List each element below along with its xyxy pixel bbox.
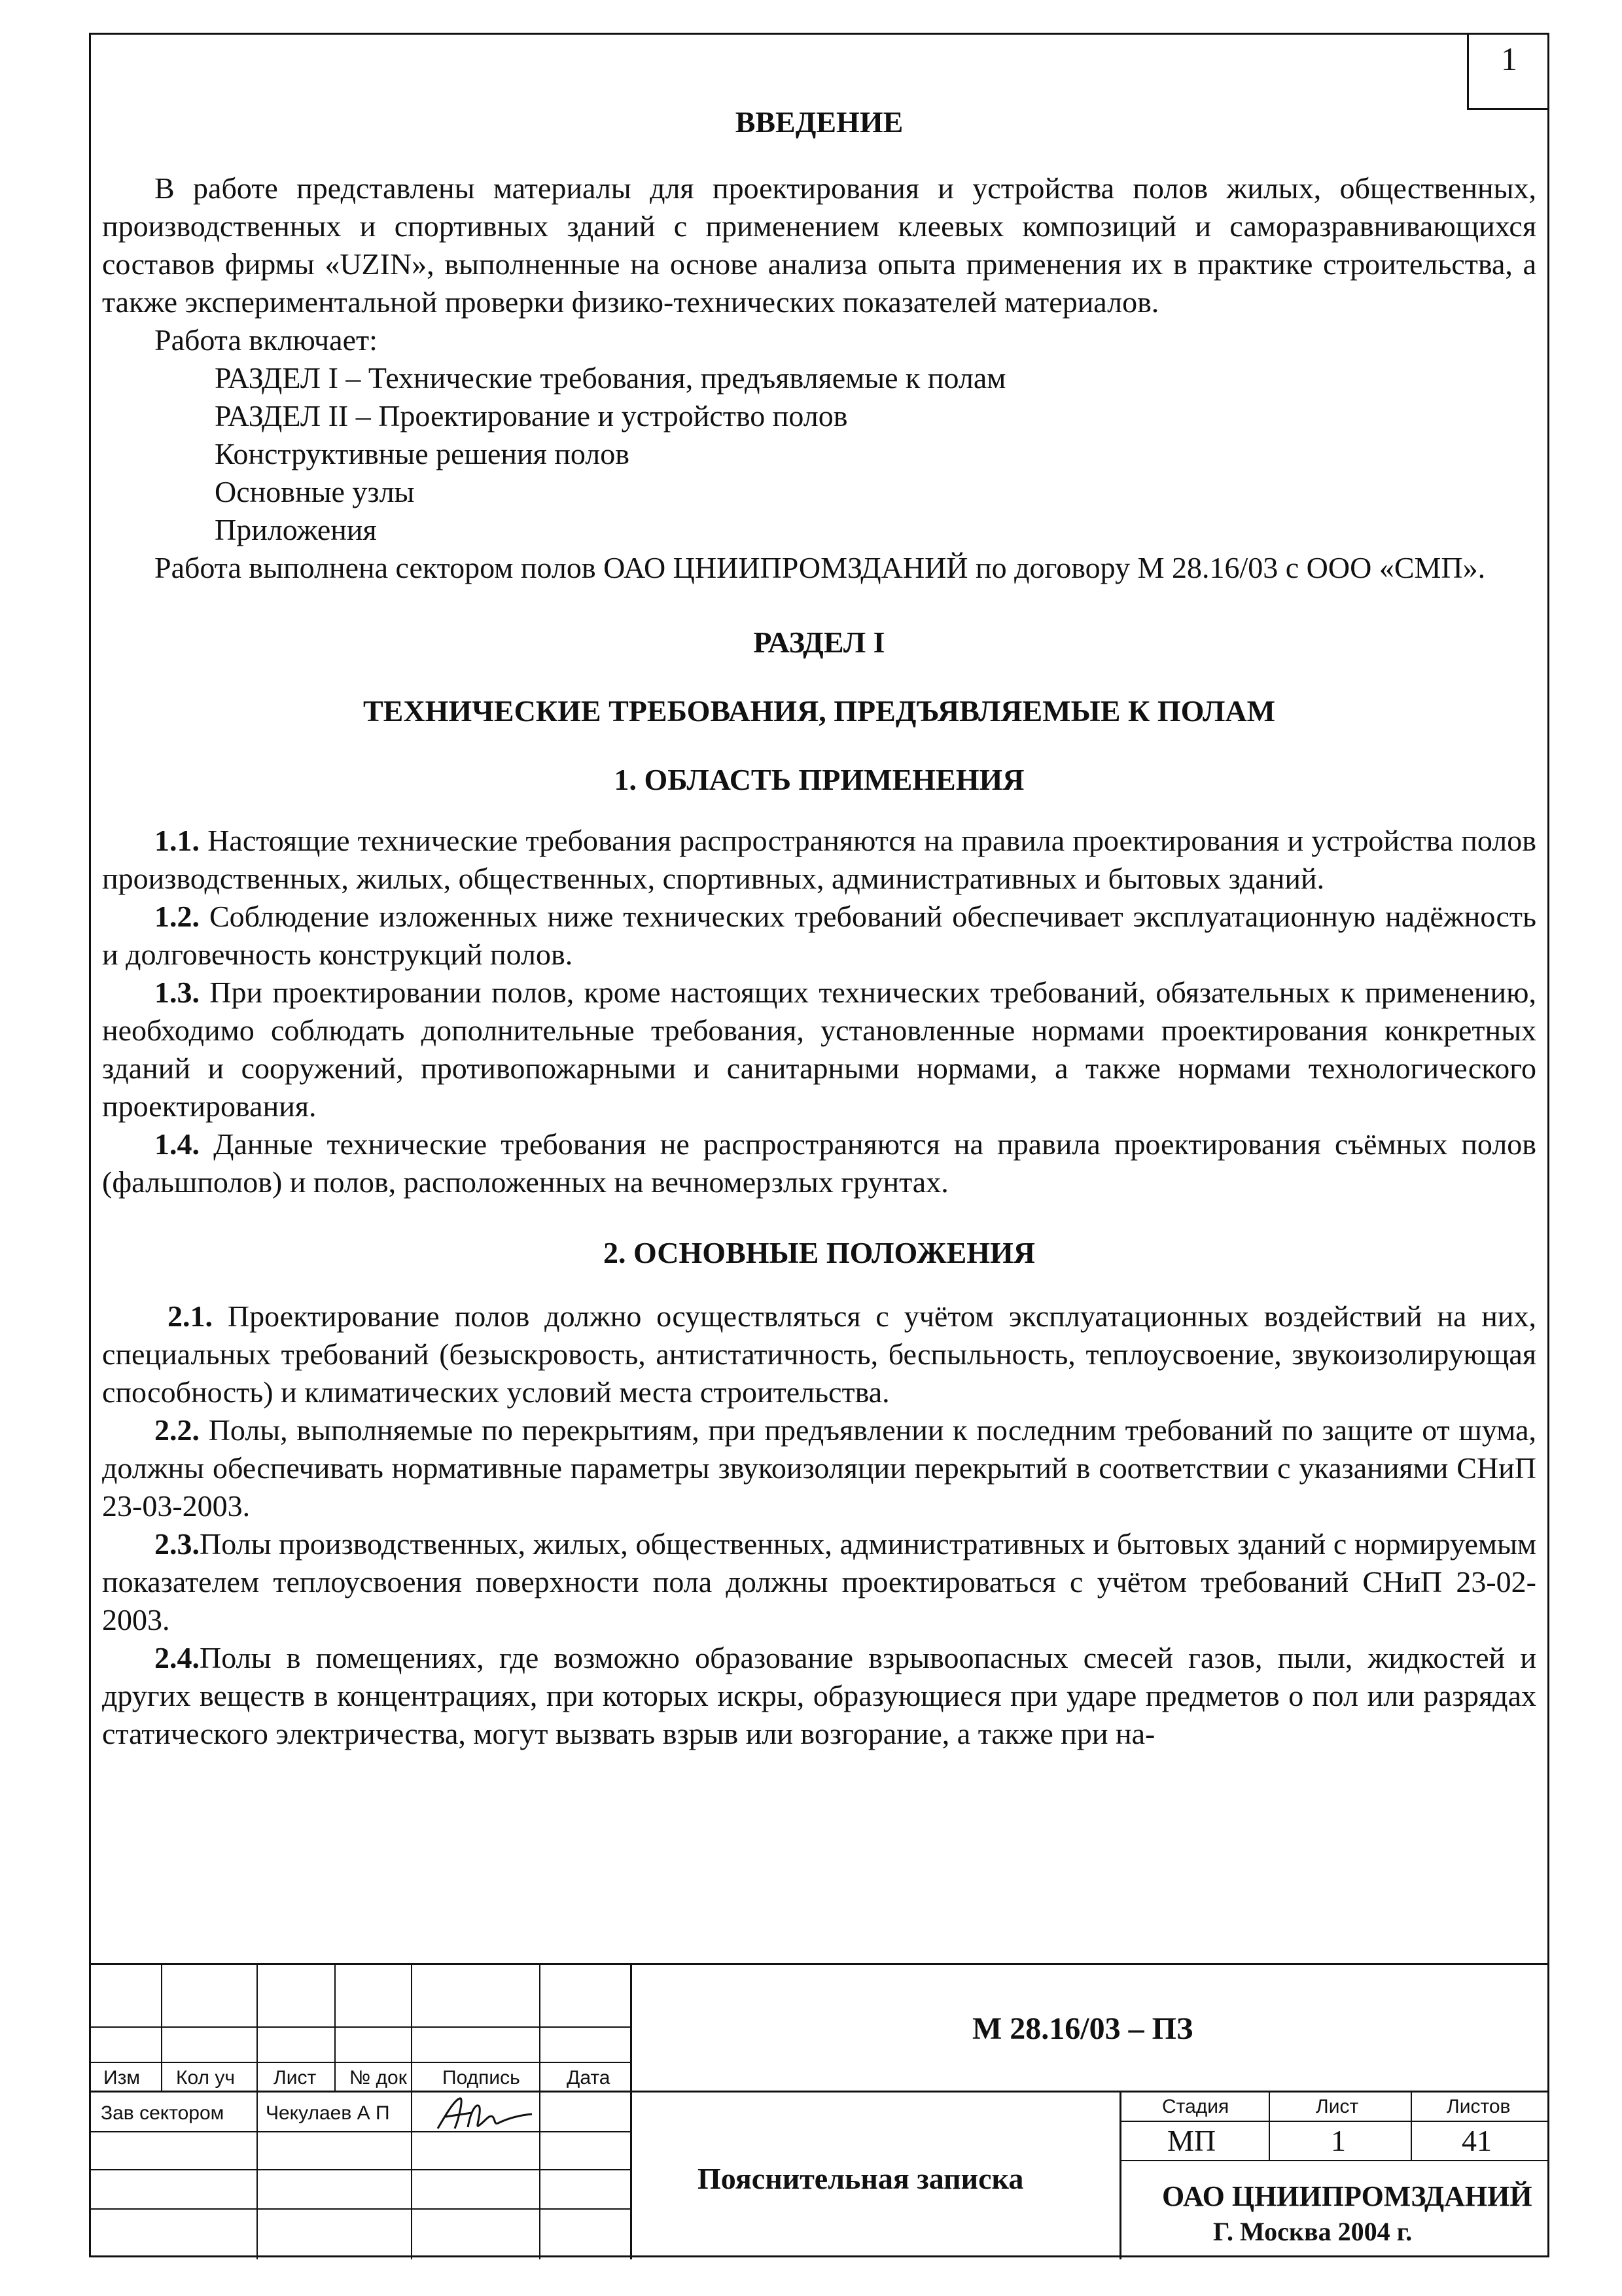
sheet-value: 1 [1331,2124,1346,2157]
person-name: Чекулаев А П [266,2102,390,2124]
col-header-doc-no: № док [349,2067,407,2089]
grid-line [1120,2160,1549,2161]
document-title: Пояснительная записка [697,2162,1024,2195]
title-block [89,1963,1549,2257]
grid-line [1120,2091,1121,2259]
clause-1-2 [102,898,1536,974]
includes-label: Работа включает: [154,323,378,357]
clause-1-4 [102,1125,1536,1201]
section-subtitle: ТЕХНИЧЕСКИЕ ТРЕБОВАНИЯ, ПРЕДЪЯВЛЯЕМЫЕ К ПОЛАМ [362,694,1275,728]
clause-1-1 [102,822,1536,898]
clause-number: 1.3. [154,976,200,1009]
grid-line [1411,2091,1412,2161]
list-item: Основные узлы [215,475,415,508]
clause-1-3 [102,974,1536,1125]
clause-text: Настоящие технические требования распространяются на правила проектирования и устройства полов производственных, жилых, общественных, спортивных, административных и бытовых зданий. [102,824,1536,895]
list-item: РАЗДЕЛ II – Проектирование и устройство полов [215,399,848,433]
includes-list [102,359,1536,549]
clause-2-3 [102,1525,1536,1639]
clause-text: Полы в помещениях, где возможно образование взрывоопасных смесей газов, пыли, жидкостей и других веществ в концентрациях, при которых искры, образующиеся при ударе предметов о пол или разрядах статического электричества, могут вызвать взрыв или возгорание, а также при на- [102,1641,1536,1750]
col-header-date: Дата [567,2067,610,2089]
clause-2-4 [102,1639,1536,1753]
page-number-box [1467,33,1549,110]
col-header-list: Лист [273,2067,317,2089]
clause-number: 2.1. [167,1299,213,1333]
grid-line [89,2169,630,2170]
list-item: Приложения [215,513,377,546]
grid-line [89,2026,630,2028]
grid-line [89,2062,630,2063]
intro-closing-paragraph: Работа выполнена сектором полов ОАО ЦНИИПРОМЗДАНИЙ по договору М 28.16/03 с ООО «СМП». [154,551,1486,584]
grid-line [1120,2121,1549,2122]
grid-line [89,2131,630,2132]
chapter-2-title: 2. ОСНОВНЫЕ ПОЛОЖЕНИЯ [603,1236,1036,1269]
clause-text: При проектировании полов, кроме настоящих технических требований, обязательных к применению, необходимо соблюдать дополнительные требования, установленные нормами проектирования конкретных зданий и сооружений, противопожарными и санитарными нормами, а также нормами технологического проектирования. [102,976,1536,1123]
clause-number: 2.3. [154,1527,200,1561]
clause-text: Данные технические требования не распространяются на правила проектирования съёмных полов (фальшполов) и полов, расположенных на вечномерзлых грунтах. [102,1127,1536,1199]
organization-name: ОАО ЦНИИПРОМЗДАНИЙ [1162,2180,1532,2212]
clause-number: 1.2. [154,900,200,933]
grid-line [630,1965,632,2259]
list-item: Конструктивные решения полов [215,437,629,470]
intro-title: ВВЕДЕНИЕ [735,105,904,139]
stage-label: Стадия [1162,2096,1229,2117]
list-item: РАЗДЕЛ I – Технические требования, предъявляемые к полам [215,361,1006,395]
clause-text: Полы, выполняемые по перекрытиям, при предъявлении к последним требований по защите от шума, должны обеспечивать нормативные параметры звукоизоляции перекрытий в соответствии с указаниями СНиП 23-03-2003. [102,1413,1536,1523]
clause-2-2 [102,1411,1536,1525]
grid-line [334,1965,336,2092]
city-year: Г. Москва 2004 г. [1213,2217,1413,2246]
grid-line [411,1965,412,2259]
stage-value: МП [1167,2124,1216,2157]
clause-number: 1.1. [154,824,200,857]
clause-text: Соблюдение изложенных ниже технических требований обеспечивает эксплуатационную надёжность и долговечность конструкций полов. [102,900,1536,971]
col-header-izm: Изм [103,2067,140,2089]
document-body [102,105,1536,1753]
grid-line [1269,2091,1270,2161]
grid-line [539,1965,540,2259]
sheets-value: 41 [1462,2124,1492,2157]
role-label: Зав сектором [101,2102,224,2124]
grid-line [256,1965,258,2259]
col-header-signature: Подпись [442,2067,520,2089]
intro-paragraph: В работе представлены материалы для проектирования и устройства полов жилых, общественных, производственных и спортивных зданий с применением клеевых композиций и саморазравнивающихся составов фирмы «UZIN», выполненные на основе анализа опыта применения их в практике строительства, а также экспериментальной проверки физико-технических показателей материалов. [102,171,1536,319]
grid-line [89,2091,1549,2093]
clause-number: 2.2. [154,1413,200,1447]
col-header-kol-uch: Кол уч [176,2067,235,2089]
clause-2-1 [102,1298,1536,1411]
signature-image [432,2093,537,2135]
page-number: 1 [1501,41,1517,77]
grid-line [89,2208,630,2210]
clause-text: Полы производственных, жилых, общественных, административных и бытовых зданий с нормируемым показателем теплоусвоения поверхности пола должны проектироваться с учётом требований СНиП 23-02-2003. [102,1527,1536,1636]
section-title: РАЗДЕЛ I [753,626,885,659]
clause-text: Проектирование полов должно осуществляться с учётом эксплуатационных воздействий на них, специальных требований (безыскровость, антистатичность, беспыльность, теплоусвоение, звукоизолирующая способность) и климатических условий места строительства. [102,1299,1536,1409]
clause-number: 1.4. [154,1127,200,1161]
document-code: М 28.16/03 – ПЗ [972,2011,1193,2046]
clause-number: 2.4. [154,1641,200,1674]
chapter-1-title: 1. ОБЛАСТЬ ПРИМЕНЕНИЯ [614,763,1025,796]
sheet-label: Лист [1316,2096,1359,2117]
grid-line [161,1965,162,2092]
sheets-label: Листов [1447,2096,1511,2117]
